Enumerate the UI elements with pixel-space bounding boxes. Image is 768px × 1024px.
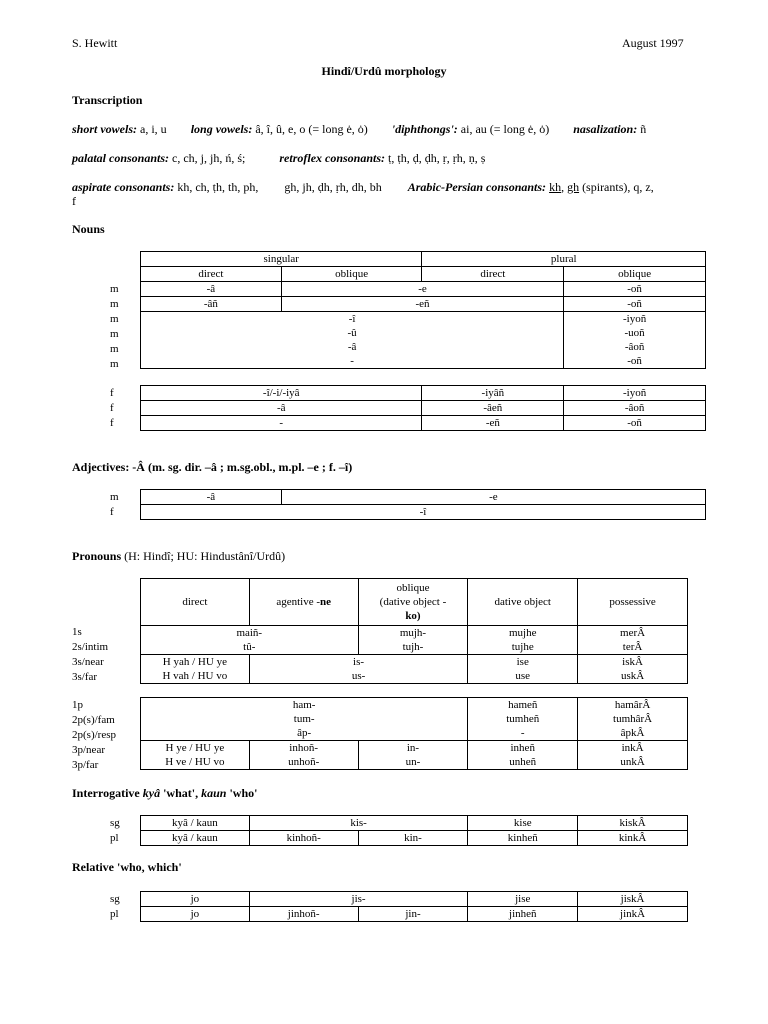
table-row: âp- - âpkÂ: [141, 726, 688, 741]
table-row: kyâ / kaun kis- kise kiskÂ: [141, 816, 688, 831]
date: August 1997: [622, 36, 684, 50]
pronouns-plural-table: [140, 697, 688, 770]
table-row: kyâ / kaun kinhoñ- kin- kinheñ kinkÂ: [141, 831, 688, 846]
table-row: maiñ- mujh- mujhe merÂ: [141, 626, 688, 641]
adjectives-heading: Adjectives: -Â (m. sg. dir. –â ; m.sg.obl., m.pl. –e ; f. –î): [72, 460, 353, 474]
table-row: tum- tumheñ tumhârÂ: [141, 712, 688, 726]
table-row: jo jis- jise jiskÂ: [141, 892, 688, 907]
table-row: H yah / HU ye is- ise iskÂ: [141, 655, 688, 670]
header-plural: plural: [422, 252, 706, 267]
table-row: -âñ -eñ -oñ: [141, 297, 706, 312]
interrogative-heading: Interrogative kyâ 'what', kaun 'who': [72, 786, 258, 800]
table-row: -â -e: [141, 490, 706, 505]
header-singular: singular: [141, 252, 422, 267]
nouns-fem-labels: f f f: [110, 387, 114, 429]
table-row: -î -iyoñ: [141, 312, 706, 327]
transcription-consonants: palatal consonants: c, ch, j, jh, ń, ś; retroflex consonants: ṭ, ṭh, ḍ, ḍh, ṛ, ṛh, ṇ, ṣ: [72, 151, 486, 165]
pronouns-heading-line: Pronouns (H: Hindî; HU: Hindustânî/Urdû): [72, 549, 286, 563]
table-row: -â -âeñ -âoñ: [141, 401, 706, 416]
pronouns-singular-table: direct agentive -ne oblique (dative object - ko) dative object possessive maiñ- mujh- mujhe merÂ tû- tujh- tujhe terÂ H yah / HU ye is- ise iskÂ H vah / HU vo us- use uskÂ: [140, 578, 688, 684]
table-row: - -eñ -oñ: [141, 416, 706, 431]
table-row: -î/-i/-iyâ -iyâñ -iyoñ: [141, 386, 706, 401]
adjectives-table: [140, 489, 706, 520]
transcription-aspirates-cont: f: [72, 194, 76, 208]
pronouns-plural-labels: 1p 2p(s)/fam 2p(s)/resp 3p/near 3p/far: [72, 699, 116, 771]
relative-heading: Relative 'who, which': [72, 860, 182, 874]
author: S. Hewitt: [72, 36, 118, 50]
nouns-masc-table: singular plural direct oblique direct oblique -â -e -oñ -âñ -eñ -oñ -î -iyoñ -û -uoñ -â -âoñ - -oñ: [140, 251, 706, 369]
nouns-heading: Nouns: [72, 222, 105, 236]
table-row: H vah / HU vo us- use uskÂ: [141, 669, 688, 684]
transcription-vowels: short vowels: a, i, u long vowels: â, î, û, e, o (= long ė, ȯ) 'diphthongs': ai, au (= long ė, ȯ) nasalization: ñ: [72, 122, 647, 136]
adjectives-labels: m f: [110, 491, 119, 518]
interrogative-table: [140, 815, 688, 846]
table-row: -â -e -oñ: [141, 282, 706, 297]
table-row: H ve / HU vo unhoñ- un- unheñ unkÂ: [141, 755, 688, 770]
transcription-aspirates: aspirate consonants: kh, ch, ṭh, th, ph, gh, jh, ḍh, ṛh, dh, bh Arabic-Persian consonants: kh, gh (spirants), q, z,: [72, 180, 654, 194]
nouns-fem-table: [140, 385, 706, 431]
interrogative-labels: sg pl: [110, 817, 120, 844]
table-row: jo jinhoñ- jin- jinheñ jinkÂ: [141, 907, 688, 922]
table-row: tû- tujh- tujhe terÂ: [141, 640, 688, 655]
table-row: -î: [141, 505, 706, 520]
relative-table: [140, 891, 688, 922]
table-row: -û -uoñ: [141, 326, 706, 340]
table-row: ham- hameñ hamârÂ: [141, 698, 688, 713]
table-row: - -oñ: [141, 354, 706, 369]
table-row: -â -âoñ: [141, 340, 706, 354]
relative-labels: sg pl: [110, 893, 120, 920]
pronouns-singular-labels: 1s 2s/intim 3s/near 3s/far: [72, 626, 109, 683]
page-title: Hindî/Urdû morphology: [321, 64, 447, 78]
nouns-masc-labels: m m m m m m: [110, 283, 119, 370]
table-row: H ye / HU ye inhoñ- in- inheñ inkÂ: [141, 741, 688, 756]
transcription-heading: Transcription: [72, 93, 143, 107]
